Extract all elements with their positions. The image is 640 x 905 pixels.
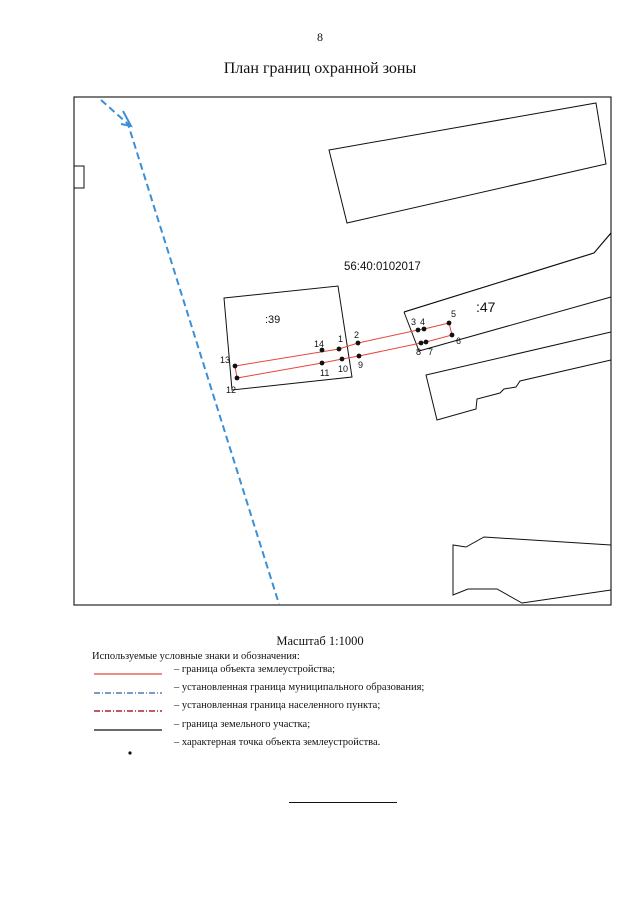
point-12-marker <box>235 376 240 381</box>
black-solid-line-symbol <box>94 719 162 733</box>
legend-item-municipal-boundary <box>0 682 640 696</box>
point-6-marker <box>450 333 455 338</box>
point-10-label: 10 <box>338 364 349 374</box>
point-4-label: 4 <box>420 317 426 327</box>
parcel-47-outline <box>404 233 611 312</box>
point-6-label: 6 <box>456 336 462 346</box>
point-3-label: 3 <box>411 317 417 327</box>
point-9-label: 9 <box>358 360 364 370</box>
point-2-marker <box>356 341 361 346</box>
legend-item-text: – установленная граница муниципального образования; <box>174 682 425 693</box>
point-8-marker <box>419 341 424 346</box>
point-5-marker <box>447 321 452 326</box>
dash-dot-line-symbol <box>94 682 162 696</box>
municipal-boundary-line <box>101 100 279 604</box>
point-2-label: 2 <box>354 330 360 340</box>
legend-heading: Используемые условные знаки и обозначения: <box>92 651 300 662</box>
legend-item-text: – установленная граница населенного пункта; <box>174 700 381 711</box>
frame-notch <box>74 166 84 188</box>
point-12-label: 12 <box>226 385 237 395</box>
red-dash-dot-line-symbol <box>94 700 162 714</box>
building-mid-right <box>426 332 611 420</box>
point-14-label: 14 <box>314 339 325 349</box>
legend-item-text: – граница земельного участка; <box>174 719 311 730</box>
legend-item-object-boundary <box>0 664 640 678</box>
page-number: 8 <box>317 30 323 44</box>
parcel-label-39: :39 <box>265 314 281 326</box>
point-1-label: 1 <box>338 334 344 344</box>
point-11-marker <box>320 361 325 366</box>
legend-item-text: – граница объекта землеустройства; <box>174 664 336 675</box>
dot-symbol <box>94 745 162 759</box>
scale-label: Масштаб 1:1000 <box>276 634 364 648</box>
point-13-marker <box>233 364 238 369</box>
building-bottom-right <box>453 537 611 603</box>
point-7-marker <box>424 340 429 345</box>
cadastral-quarter-label: 56:40:0102017 <box>344 261 421 273</box>
point-5-label: 5 <box>451 309 457 319</box>
legend-item-parcel-boundary <box>0 719 640 733</box>
building-top-right <box>329 103 606 223</box>
plan-title: План границ охранной зоны <box>223 60 417 77</box>
point-11-label: 11 <box>320 368 330 378</box>
point-13-label: 13 <box>220 355 231 365</box>
point-7-label: 7 <box>428 347 434 357</box>
red-solid-line-symbol <box>94 664 162 678</box>
parcel-label-47: :47 <box>476 299 496 315</box>
parcel-47 <box>404 233 611 312</box>
signature-line <box>289 802 397 803</box>
point-10-marker <box>340 357 345 362</box>
point-4-marker <box>422 327 427 332</box>
legend-item-settlement-boundary <box>0 700 640 714</box>
characteristic-points <box>220 309 461 395</box>
point-1-marker <box>337 347 342 352</box>
parcel-39 <box>224 286 352 390</box>
point-9-marker <box>357 354 362 359</box>
point-8-label: 8 <box>416 347 422 357</box>
point-3-marker <box>416 328 421 333</box>
legend-item-text: – характерная точка объекта землеустройства. <box>174 737 381 748</box>
legend-item-characteristic-point <box>0 737 640 751</box>
